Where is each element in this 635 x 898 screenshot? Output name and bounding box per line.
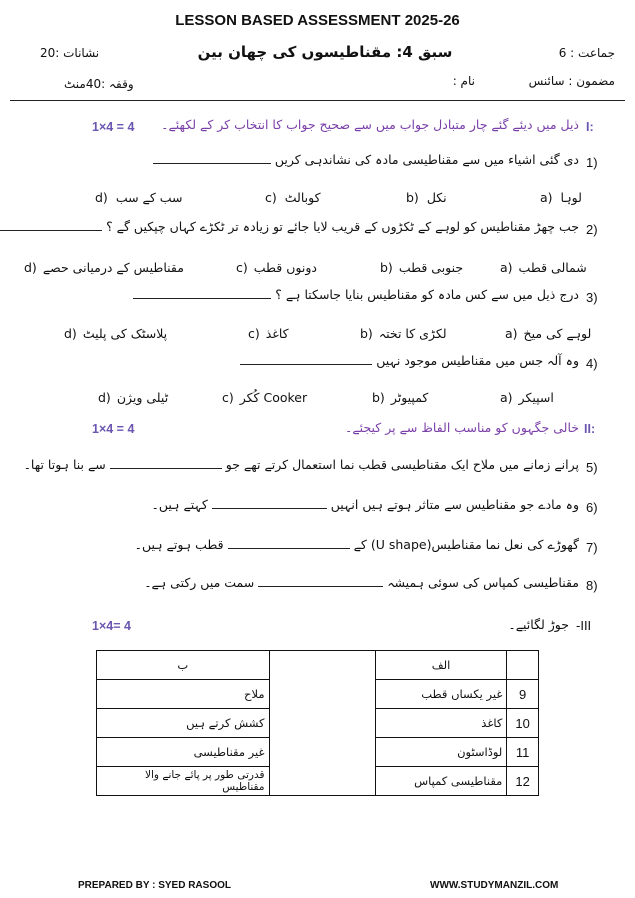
time-label: وقفہ :40منٹ (64, 77, 134, 91)
question-text: دی گئی اشیاء میں سے مقناطیسی مادہ کی نشاندہی کریں (153, 152, 579, 167)
question-number: 8) (586, 578, 598, 593)
header-divider (10, 100, 625, 101)
fill-blank-text: پرانے زمانے میں ملاح ایک مقناطیسی قطب نما استعمال کرتے تھے جو سے بنا ہوتا تھا۔ (23, 457, 579, 472)
answer-blank[interactable] (212, 508, 327, 509)
class-label: جماعت : 6 (558, 46, 615, 60)
row-number: 11 (507, 738, 539, 767)
col-b-cell[interactable]: غیر مقناطیسی (97, 738, 270, 767)
prepared-by: PREPARED BY : SYED RASOOL (78, 880, 231, 891)
option-c[interactable]: c) دونوں قطب (236, 260, 317, 275)
section-3-marks: 1×4= 4 (92, 619, 131, 633)
option-b[interactable]: b) لکڑی کا تختہ (360, 326, 447, 341)
answer-blank[interactable] (258, 586, 383, 587)
answer-blank[interactable] (0, 230, 102, 231)
question-number: 6) (586, 500, 598, 515)
option-b[interactable]: b) کمپیوٹر (372, 390, 429, 405)
page-title: LESSON BASED ASSESSMENT 2025-26 (175, 12, 460, 29)
option-a[interactable]: a) لوہے کی میخ (505, 326, 592, 341)
answer-blank[interactable] (228, 548, 350, 549)
num-header (507, 651, 539, 680)
option-b[interactable]: b) جنوبی قطب (380, 260, 464, 275)
question-number: 3) (586, 290, 598, 305)
question-number: 1) (586, 155, 598, 170)
website-link[interactable]: WWW.STUDYMANZIL.COM (430, 880, 559, 891)
col-a-header: الف (375, 651, 507, 680)
fill-blank-text: وہ مادے جو مقناطیس سے متاثر ہوتے ہیں انہیں کہتے ہیں۔ (151, 497, 579, 512)
table-spacer (269, 680, 375, 796)
row-number: 10 (507, 709, 539, 738)
question-text: درج ذیل میں سے کس مادہ کو مقناطیس بنایا جاسکتا ہے ؟ (133, 287, 579, 302)
col-b-cell[interactable]: کشش کرتے ہیں (97, 709, 270, 738)
row-number: 9 (507, 680, 539, 709)
option-d[interactable]: d) سب کے سب (95, 190, 183, 205)
option-d[interactable]: d) ٹیلی ویژن (98, 390, 169, 405)
section-3-instruction: جوڑ لگائیے۔ (508, 617, 569, 632)
question-number: 7) (586, 540, 598, 555)
col-a-cell[interactable]: لوڈاسٹون (375, 738, 507, 767)
fill-blank-text: مقناطیسی کمپاس کی سوئی ہمیشہ سمت میں رکتی ہے۔ (144, 575, 579, 590)
fill-blank-text: گھوڑے کی نعل نما مقناطیس(U shape) کے قطب ہوتے ہیں۔ (134, 537, 579, 552)
option-c[interactable]: c) کوبالٹ (265, 190, 321, 205)
option-a[interactable]: a) اسپیکر (500, 390, 554, 405)
answer-blank[interactable] (110, 468, 222, 469)
section-1-marks: 1×4 = 4 (92, 120, 135, 134)
option-a[interactable]: a) لوہا (540, 190, 582, 205)
col-a-cell[interactable]: غیر یکساں قطب (375, 680, 507, 709)
question-number: 4) (586, 356, 598, 371)
option-c[interactable]: c) کُکر Cooker (222, 390, 308, 405)
answer-blank[interactable] (133, 298, 271, 299)
question-number: 5) (586, 460, 598, 475)
col-b-cell[interactable]: قدرتی طور پر پائے جانے والا مقناطیس (97, 767, 270, 796)
section-1-instruction: ذیل میں دیئے گئے چار متبادل جواب میں سے صحیح جواب کا انتخاب کر کے لکھئے۔ (161, 117, 579, 132)
col-a-cell[interactable]: کاغذ (375, 709, 507, 738)
section-1-numeral: I: (586, 120, 594, 134)
section-2-numeral: II: (584, 422, 596, 436)
section-2-instruction: خالی جگہوں کو مناسب الفاظ سے پر کیجئے۔ (345, 420, 579, 435)
section-3-numeral: -III (576, 618, 592, 633)
matching-table (96, 650, 539, 796)
col-a-cell[interactable]: مقناطیسی کمپاس (375, 767, 507, 796)
subject-label: مضمون : سائنس (528, 74, 615, 88)
table-spacer (269, 651, 375, 680)
row-number: 12 (507, 767, 539, 796)
question-text: جب چھڑ مقناطیس کو لوہے کے ٹکڑوں کے قریب لایا جائے تو زیادہ تر ٹکڑے کہاں چپکیں گے ؟ (0, 219, 579, 234)
option-d[interactable]: d) مقناطیس کے درمیانی حصے (24, 260, 184, 275)
section-2-marks: 1×4 = 4 (92, 422, 135, 436)
question-text: وہ آلہ جس میں مقناطیس موجود نہیں (240, 353, 579, 368)
option-d[interactable]: d) پلاسٹک کی پلیٹ (64, 326, 168, 341)
option-a[interactable]: a) شمالی قطب (500, 260, 587, 275)
marks-label: نشانات :20 (40, 46, 100, 60)
option-b[interactable]: b) نکل (406, 190, 447, 205)
option-c[interactable]: c) کاغذ (248, 326, 289, 341)
table-row (97, 680, 539, 709)
col-b-cell[interactable]: ملاح (97, 680, 270, 709)
table-header-row (97, 651, 539, 680)
question-number: 2) (586, 222, 598, 237)
lesson-title: سبق 4: مقناطیسوں کی چھان بین (197, 43, 453, 61)
answer-blank[interactable] (153, 163, 271, 164)
answer-blank[interactable] (240, 364, 372, 365)
col-b-header: ب (97, 651, 270, 680)
name-label: نام : (452, 74, 475, 88)
